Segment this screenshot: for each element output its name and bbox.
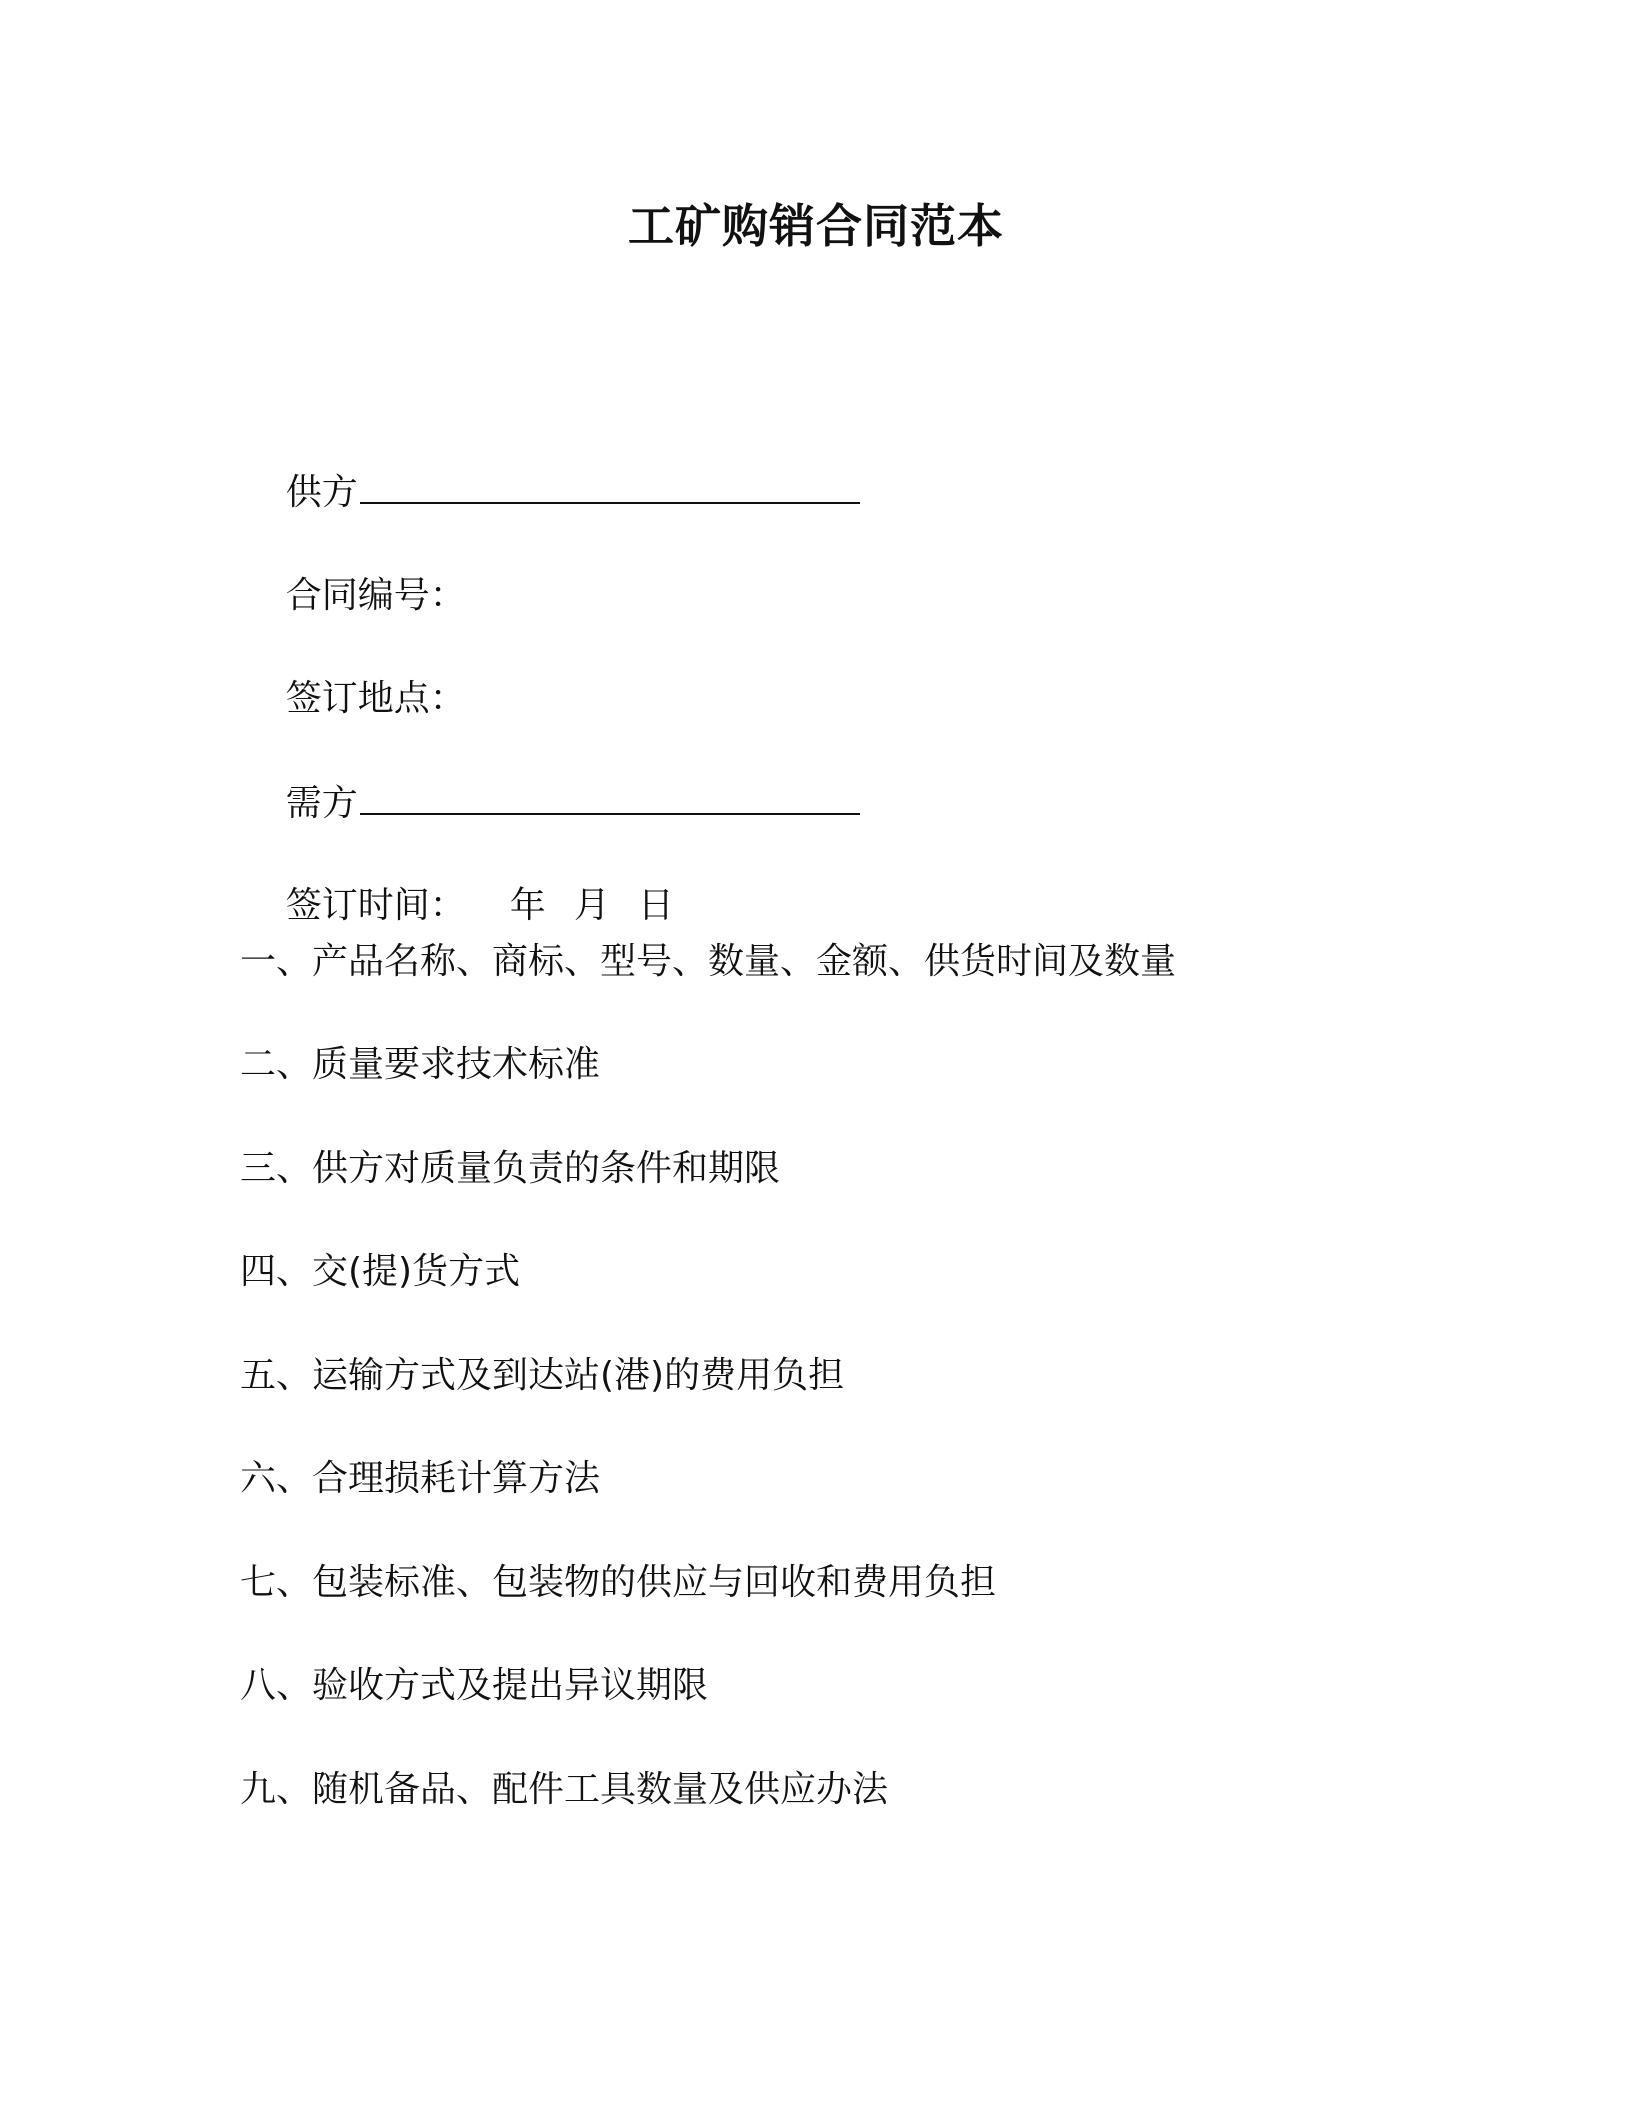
contract-no-label: 合同编号：	[285, 575, 466, 616]
buyer-label: 需方	[285, 783, 358, 824]
document-title: 工矿购销合同范本	[628, 199, 1004, 253]
sign-place-label: 签订地点：	[285, 678, 466, 719]
supplier-blank[interactable]	[360, 468, 860, 504]
clause-5: 五、运输方式及到达站(港)的费用负担	[240, 1355, 845, 1396]
sign-time-year: 年	[509, 885, 546, 926]
sign-time-day: 日	[637, 885, 674, 926]
sign-time-label: 签订时间：	[285, 885, 466, 926]
clause-7: 七、包装标准、包装物的供应与回收和费用负担	[240, 1562, 997, 1603]
buyer-blank[interactable]	[360, 779, 860, 815]
clause-2: 二、质量要求技术标准	[240, 1044, 601, 1085]
clause-6: 六、合理损耗计算方法	[240, 1458, 601, 1499]
supplier-label: 供方	[285, 472, 358, 513]
clause-4: 四、交(提)货方式	[240, 1251, 521, 1292]
clause-8: 八、验收方式及提出异议期限	[240, 1665, 709, 1706]
sign-time-month: 月	[573, 885, 610, 926]
clause-9: 九、随机备品、配件工具数量及供应办法	[240, 1769, 889, 1810]
clause-1: 一、产品名称、商标、型号、数量、金额、供货时间及数量	[240, 941, 1177, 982]
clause-3: 三、供方对质量负责的条件和期限	[240, 1148, 781, 1189]
